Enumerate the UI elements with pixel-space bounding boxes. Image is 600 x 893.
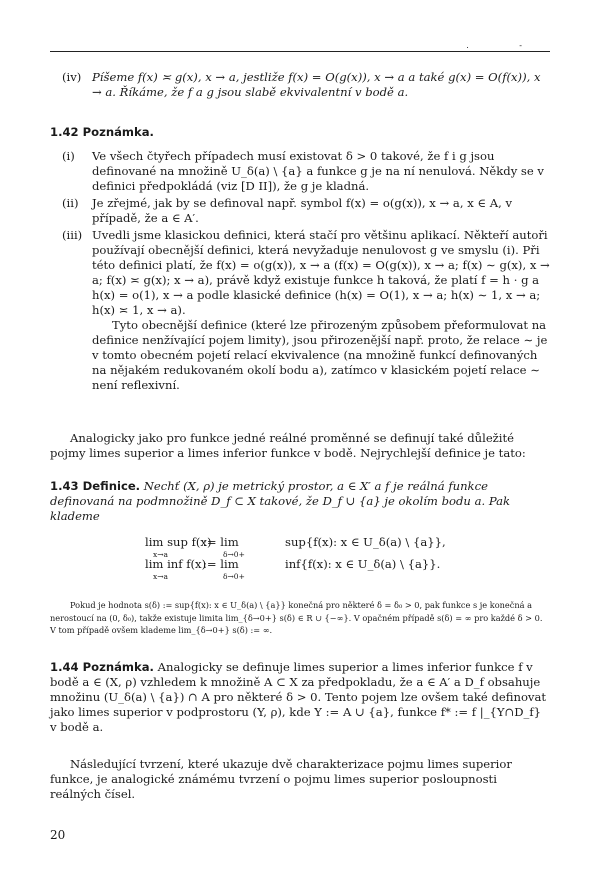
item-text: Uvedli jsme klasickou definici, která stačí pro většinu aplikací. Někteří autoři používají obecnější definici, která nevyžaduje nenulovost g ve smyslu (i). Při této definici platí, že f(x) = o(g(x)), x → a (f(x) = O(g(x)), x → a; f(x) ∼ g(x), x → a; f(x) ≍ g(x); x → a), právě když existuje funkce h taková, že platí f = h · g a h(x) = o(1), x → a podle klasické definice (h(x) = O(1), x → a; h(x) ∼ 1, x → a; h(x) ≍ 1, x → a). [92,228,550,317]
closing-paragraph [50,757,550,802]
note-1-42 [50,125,550,393]
note-item [50,318,550,393]
definition-heading: 1.43 Definice. [50,479,141,493]
formula-lhs: lim inf f(x) [145,557,207,571]
definition-footnote [50,599,550,637]
item-label: (iv) [62,70,82,84]
note-1-44 [50,660,550,735]
item-label: (ii) [62,196,79,210]
formula-mid: := lim [203,535,239,549]
note-text: Analogicky se definuje limes superior a limes inferior funkce f v bodě a ∈ (X, ρ) vzhledem k množině A ⊂ X za předpokladu, že a ∈ A′ a D_f obsahuje množinu (U_δ(a) \ {a}) ∩ A pro některé δ > 0. Tento pojem lze ovšem také definovat jako limes superior v podprostoru (Y, ρ), kde Y := A ∪ {a}, funkce f* := f |_{Y∩D_f} v bodě a. [50,660,547,734]
item-iv [50,70,550,100]
item-label: (i) [62,149,75,163]
definition-1-43 [50,479,550,524]
formula-rhs: sup{f(x): x ∈ U_δ(a) \ {a}}, [285,535,446,549]
item-text: Je zřejmé, jak by se definoval např. symbol f(x) = o(g(x)), x → a, x ∈ A, v případě, že a ∈ A′. [92,196,512,225]
definition-text: Nechť (X, ρ) je metrický prostor, a ∈ X′ a f je reálná funkce definovaná na podmnožině D_f ⊂ X takové, že D_f ∪ {a} je okolím bodu a. Pak klademe [50,479,511,523]
item-label: (iii) [62,228,83,242]
note-item [50,149,550,194]
formula-mid-sub: δ→0+ [223,572,245,581]
intro-paragraph [50,431,550,461]
formula-lhs-sub: x→a [153,550,168,559]
formula-lhs: lim sup f(x) [145,535,212,549]
item-text: Ve všech čtyřech případech musí existovat δ > 0 takové, že f i g jsou definované na množině U_δ(a) \ {a} a funkce g je na ní nenulová. Někdy se v definici předpokládá (viz [D II]), že g je kladná. [92,149,544,193]
document-page [50,0,550,893]
note-item [50,228,550,318]
formula-mid: := lim [203,557,239,571]
paragraph-text: Následující tvrzení, které ukazuje dvě charakterizace pojmu limes superior funkce, je analogické známému tvrzení o pojmu limes superior posloupnosti reálných čísel. [50,757,512,801]
definition-body [50,479,550,524]
header-rule [50,51,550,52]
formula-rhs: inf{f(x): x ∈ U_δ(a) \ {a}}. [285,557,441,571]
note-body [50,660,550,735]
formula-mid-sub: δ→0+ [223,550,245,559]
note-heading: 1.42 Poznámka. [50,125,154,139]
paragraph-text: Analogicky jako pro funkce jedné reálné proměnné se definují také důležité pojmy limes superior a limes inferior funkce v bodě. Nejrychlejší definice je tato: [50,431,526,460]
item-text: Tyto obecnější definice (které lze přirozeným způsobem přeformulovat na definice nenžívající pojem limity), jsou přirozenější např. proto, že relace ∼ je v tomto obecném pojetí relací ekvivalence (na množině funkcí definovaných na nějakém redukovaném okolí bodu a), zatímco v klasickém pojetí relace ∼ není reflexivní. [92,318,548,392]
note-heading: 1.44 Poznámka. [50,660,154,674]
formula-lhs-sub: x→a [153,572,168,581]
running-header-marks: . - [466,41,546,50]
note-item [50,196,550,226]
footnote-text: Pokud je hodnota s(δ) := sup{f(x): x ∈ U_δ(a) \ {a}} konečná pro některé δ = δ₀ > 0, pak funkce s je konečná a nerostoucí na (0, δ₀), takže existuje limita lim_{δ→0+} s(δ) ∈ R ∪ {−∞}. V opačném případě s(δ) = ∞ pro každé δ > 0. V tom případě ovšem klademe lim_{δ→0+} s(δ) := ∞. [50,600,543,635]
page-number: 20 [50,828,66,842]
item-text: Píšeme f(x) ≍ g(x), x → a, jestliže f(x) = O(g(x)), x → a a také g(x) = O(f(x)), x → a. Říkáme, že f a g jsou slabě ekvivalentní v bodě a. [92,70,541,99]
